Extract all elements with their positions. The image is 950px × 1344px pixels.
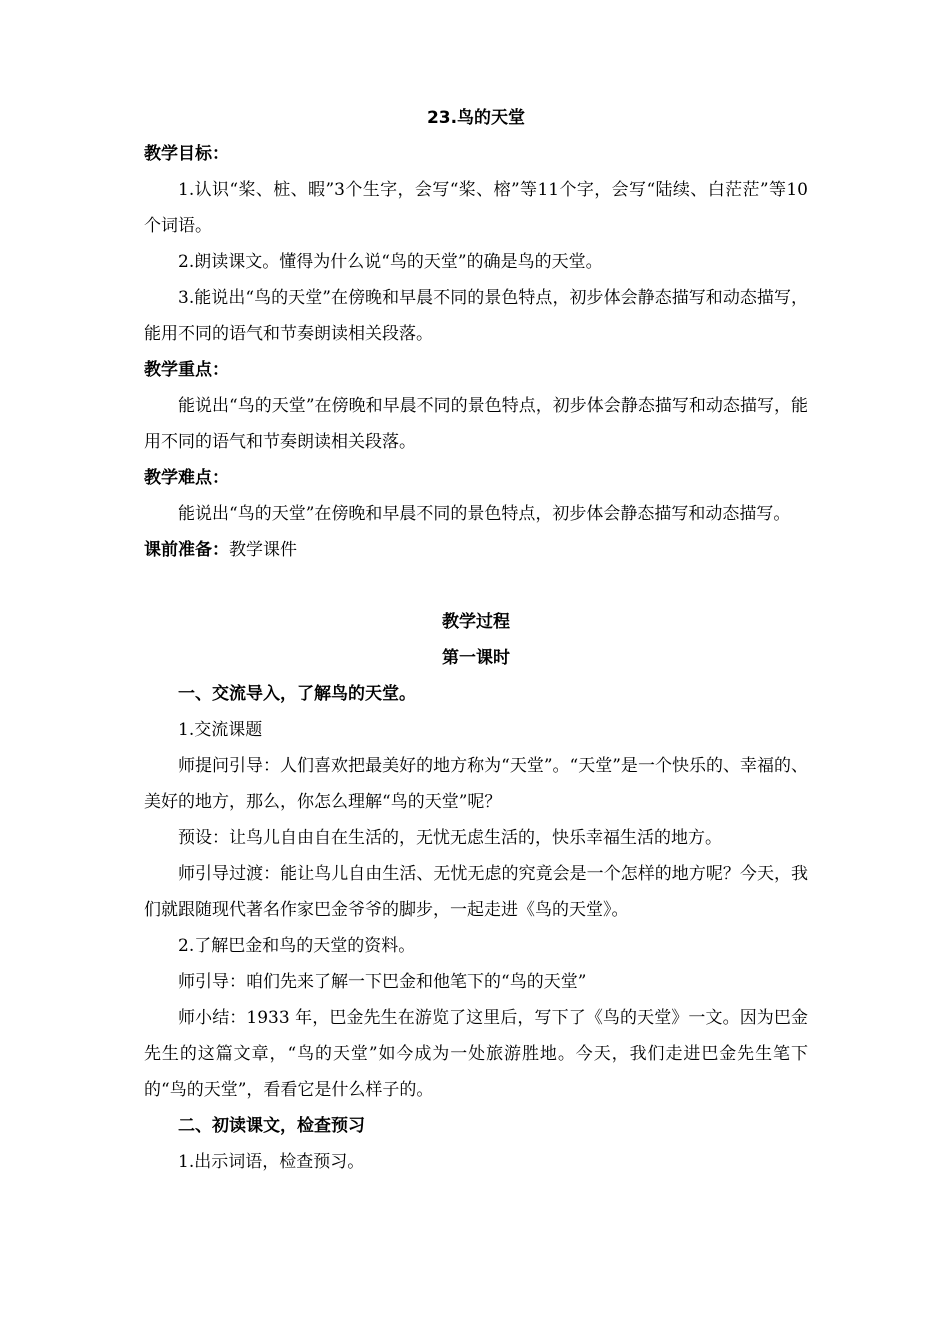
section-1-para-5: 2.了解巴金和鸟的天堂的资料。 [178, 936, 416, 956]
section-2-heading: 二、初读课文，检查预习 [178, 1116, 365, 1136]
objective-item-2: 2.朗读课文。懂得为什么说“鸟的天堂”的确是鸟的天堂。 [178, 252, 603, 272]
section-1-para-4: 师引导过渡：能让鸟儿自由生活、无忧无虑的究竟会是一个怎样的地方呢？今天，我们就跟随现代著名作家巴金爷爷的脚步，一起走进《鸟的天堂》。 [144, 864, 808, 920]
document-title: 23.鸟的天堂 [426, 108, 526, 128]
section-2-para-1: 1.出示词语，检查预习。 [178, 1152, 365, 1172]
key-points-heading: 教学重点： [144, 360, 229, 380]
section-1-para-2: 师提问引导：人们喜欢把最美好的地方称为“天堂”。“天堂”是一个快乐的、幸福的、美好的地方，那么，你怎么理解“鸟的天堂”呢？ [144, 756, 808, 812]
preparation-label: 课前准备： [144, 540, 229, 560]
objective-item-1: 1.认识“桨、桩、暇”3个生字，会写“桨、榕”等11个字，会写“陆续、白茫茫”等10个词语。 [144, 180, 808, 236]
preparation-text: 教学课件 [229, 540, 297, 560]
section-1-para-7: 师小结：1933 年，巴金先生在游览了这里后，写下了《鸟的天堂》一文。因为巴金先生的这篇文章，“鸟的天堂”如今成为一处旅游胜地。今天，我们走进巴金先生笔下的“鸟的天堂”，看看它是什么样子的。 [144, 1008, 808, 1100]
section-1-para-3: 预设：让鸟儿自由自在生活的，无忧无虑生活的，快乐幸福生活的地方。 [178, 828, 722, 848]
section-1-para-6: 师引导：咱们先来了解一下巴金和他笔下的“鸟的天堂” [178, 972, 587, 992]
document-page [144, 100, 808, 1180]
objective-item-3: 3.能说出“鸟的天堂”在傍晚和早晨不同的景色特点，初步体会静态描写和动态描写，能用不同的语气和节奏朗读相关段落。 [144, 288, 808, 344]
section-1-heading: 一、交流导入，了解鸟的天堂。 [178, 684, 416, 704]
spacer [144, 568, 808, 604]
key-points-text: 能说出“鸟的天堂”在傍晚和早晨不同的景色特点，初步体会静态描写和动态描写，能用不同的语气和节奏朗读相关段落。 [144, 396, 808, 452]
difficulties-heading: 教学难点： [144, 468, 229, 488]
preparation-line [144, 532, 808, 568]
section-1-para-1: 1.交流课题 [178, 720, 263, 740]
process-title: 教学过程 [442, 612, 510, 632]
objectives-heading: 教学目标： [144, 144, 229, 164]
difficulties-text: 能说出“鸟的天堂”在傍晚和早晨不同的景色特点，初步体会静态描写和动态描写。 [178, 504, 791, 524]
lesson-title: 第一课时 [442, 648, 510, 668]
